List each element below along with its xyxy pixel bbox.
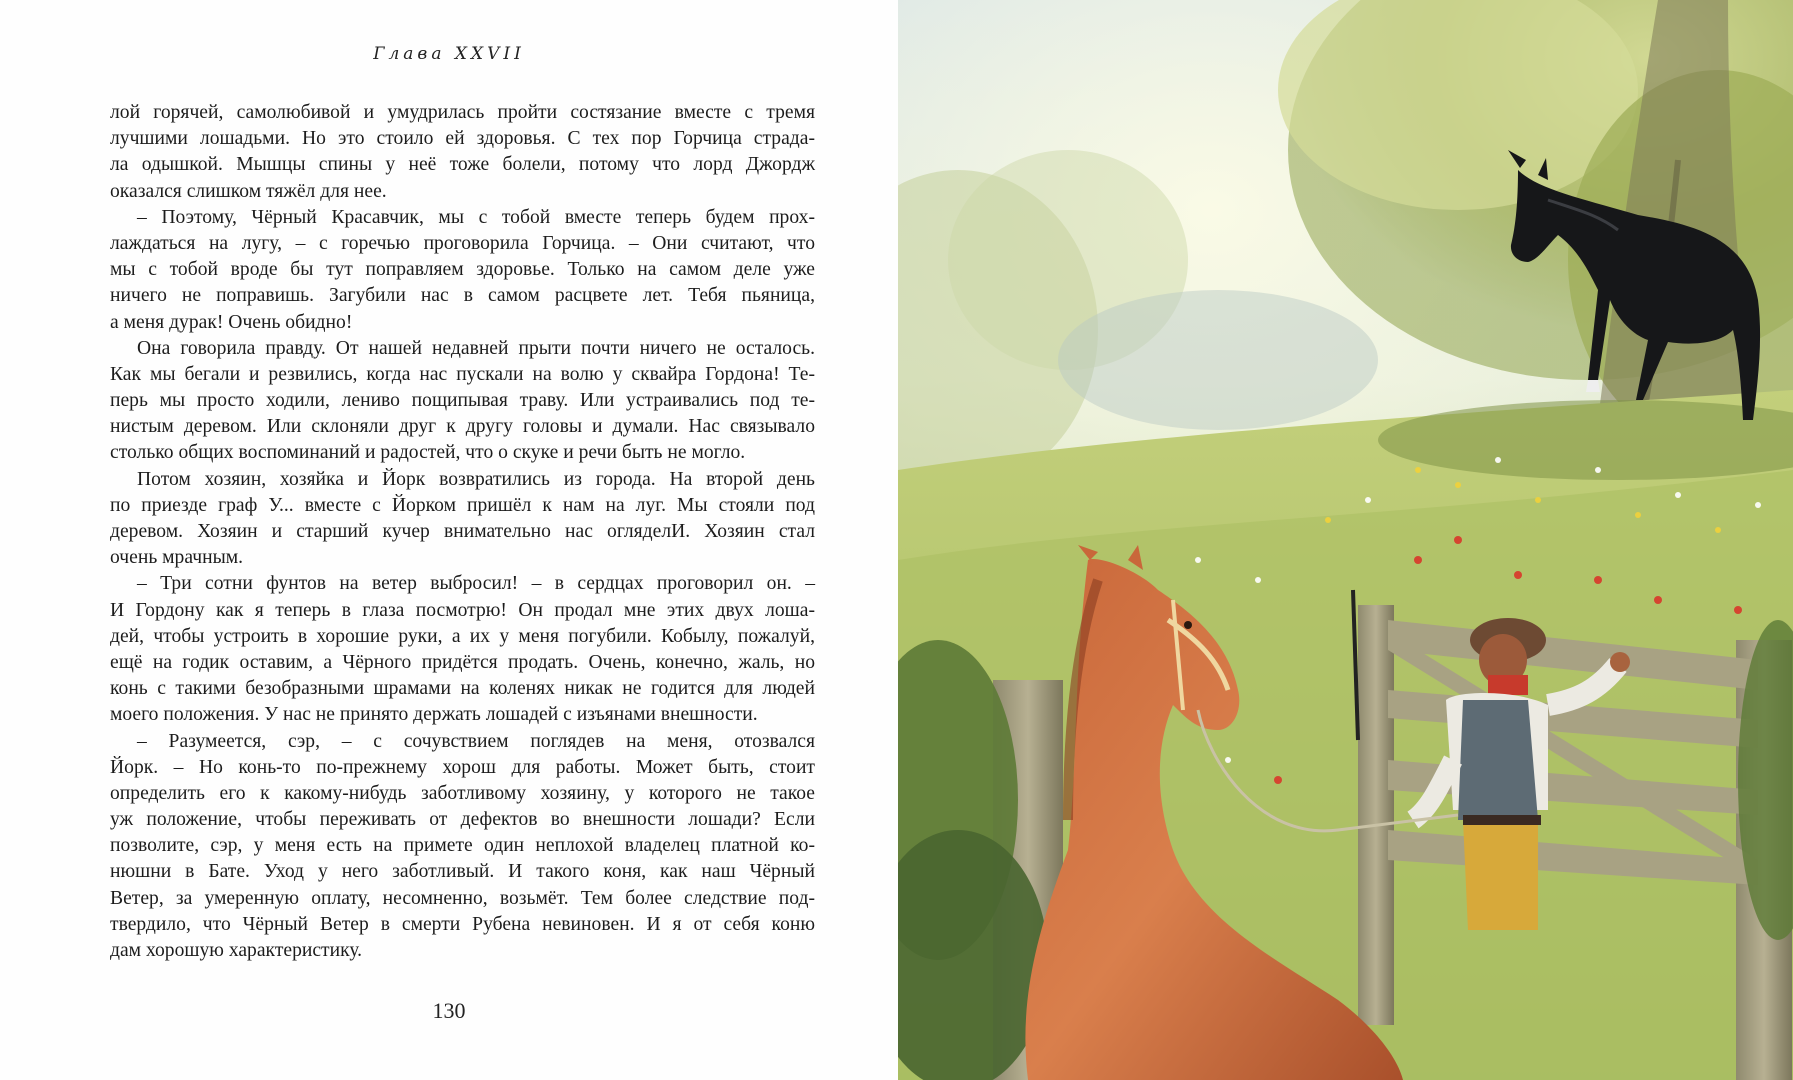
chapter-heading: Глава XXVII [373,44,525,64]
text-line: ничего не поправишь. Загубили нас в самом расцвете лет. Тебя пьяница, [110,285,815,307]
text-line: определить его к какому-нибудь заботливому хозяину, у которого не такое [110,782,815,804]
text-line: нюшни в Бате. Уход у него заботливый. И такого коня, как наш Чёрный [110,861,815,883]
text-line: лучшими лошадьми. Но это стоило ей здоровья. С тех пор Горчица страда- [110,128,815,150]
text-line: уж положение, чтобы переживать от дефектов во внешности лошади? Если [110,809,815,831]
text-line: лаждаться на лугу, – с горечью проговорила Горчица. – Они считают, что [110,232,815,254]
page-number: 130 [432,998,466,1023]
illustration [898,0,1793,1080]
meadow-scene [898,0,1793,1080]
text-line: мы с тобой вроде бы тут поправляем здоровье. Только на самом деле уже [110,259,815,281]
text-line: дам хорошую характеристику. [110,940,363,961]
text-line: а меня дурак! Очень обидно! [110,311,353,333]
text-line: Ветер, за умеренную оплату, несомненно, возьмёт. Тем более следствие под- [110,887,815,909]
text-line: перь мы просто ходили, лениво пощипывая траву. Или устраивались под те- [110,390,815,412]
text-line: Как мы бегали и резвились, когда нас пускали на волю у сквайра Гордона! Те- [110,363,815,385]
text-line: – Разумеется, сэр, – с сочувствием поглядев на меня, отозвался [137,730,815,752]
text-line: по приезде граф У... вместе с Йорком пришёл к нам на луг. Мы стояли под [110,494,815,516]
text-line: – Поэтому, Чёрный Красавчик, мы с тобой вместе теперь будем прох- [137,206,815,228]
text-line: оказался слишком тяжёл для нее. [110,180,387,202]
text-line: ла одышкой. Мышцы спины у неё тоже болели, потому что лорд Джордж [110,154,815,176]
body-text [110,100,815,964]
text-line: позволите, сэр, у меня есть на примете один неплохой владелец платной ко- [110,835,815,857]
text-line: Потом хозяин, хозяйка и Йорк возвратились из города. На второй день [137,468,815,490]
gate-post [1358,605,1394,1025]
text-line: ещё на годик оставим, а Чёрного придётся продать. Очень, конечно, жаль, но [110,651,815,673]
text-line: твердило, что Чёрный Ветер в смерти Рубена невиновен. И я от себя коню [110,913,815,935]
text-line: нистым деревом. Или склоняли друг к другу головы и думали. Нас связывало [110,416,815,438]
text-line: конь с такими безобразными шрамами на коленях никак не годится для людей [110,678,815,700]
text-line: дей, чтобы устроить в хорошие руки, а их у меня погубили. Кобылу, пожалуй, [110,625,815,647]
text-line: И Гордону как я теперь в глаза посмотрю! Он продал мне этих двух лоша- [110,599,815,621]
text-line: Йорк. – Но конь-то по-прежнему хорош для работы. Может быть, стоит [110,756,815,778]
text-line: лой горячей, самолюбивой и умудрилась пройти состязание вместе с тремя [110,102,815,123]
text-line: – Три сотни фунтов на ветер выбросил! – в сердцах проговорил он. – [137,573,815,595]
text-line: очень мрачным. [110,547,244,569]
text-line: Она говорила правду. От нашей недавней прыти почти ничего не осталось. [137,337,815,359]
text-line: моего положения. У нас не принято держать лошадей с изъянами внешности. [110,704,758,726]
text-line: столько общих воспоминаний и радостей, что о скуке и речи быть не могло. [110,442,746,464]
text-line: деревом. Хозяин и старший кучер внимательно нас огляделИ. Хозяин стал [110,521,815,542]
